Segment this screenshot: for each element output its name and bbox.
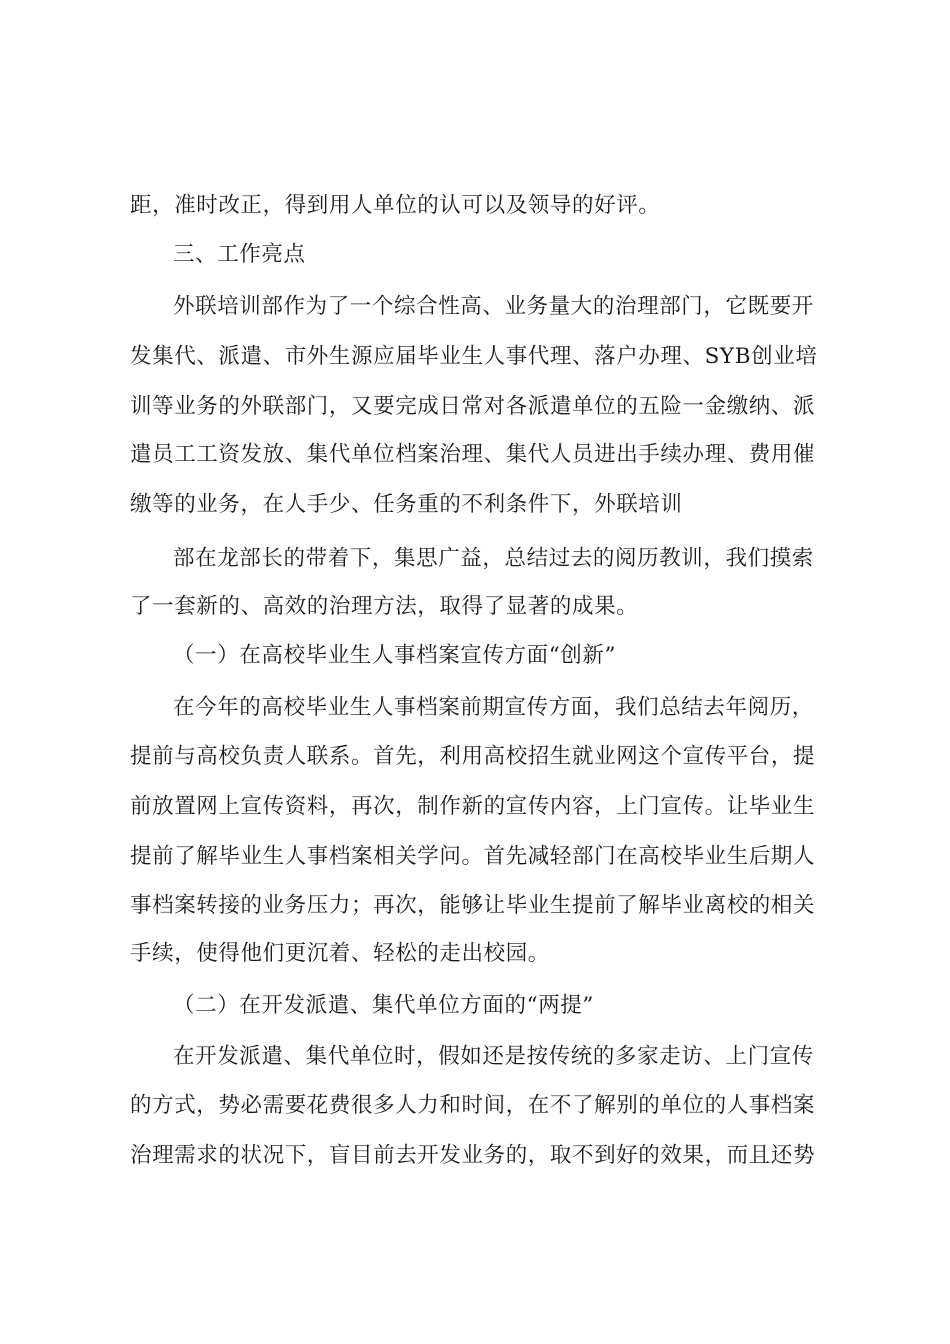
text-line: 外联培训部作为了一个综合性高、业务量大的治理部门，它既要开: [173, 294, 814, 319]
text-line: 在今年的高校毕业生人事档案前期宣传方面，我们总结去年阅历，: [173, 695, 814, 720]
subsection-heading: （一）在高校毕业生人事档案宣传方面“创新”: [173, 643, 617, 668]
subsection-heading: （二）在开发派遣、集代单位方面的“两提”: [173, 993, 594, 1018]
text-line: 提前了解毕业生人事档案相关学问。首先减轻部门在高校毕业生后期人: [130, 844, 816, 869]
text-line: 的方式，势必需要花费很多人力和时间，在不了解别的单位的人事档案: [130, 1093, 816, 1118]
text-line: 提前与高校负责人联系。首先，利用高校招生就业网这个宣传平台，提: [130, 744, 816, 769]
text-line: 了一套新的、高效的治理方法，取得了显著的成果。: [130, 594, 639, 619]
section-heading: 三、工作亮点: [173, 242, 306, 267]
text-line: 治理需求的状况下，盲目前去开发业务的，取不到好的效果，而且还势: [130, 1143, 816, 1168]
text-line: 训等业务的外联部门，又要完成日常对各派遣单位的五险一金缴纳、派: [130, 394, 816, 419]
text-line: 缴等的业务，在人手少、任务重的不利条件下，外联培训: [130, 492, 683, 517]
text-line: 事档案转接的业务压力；再次，能够让毕业生提前了解毕业离校的相关: [130, 893, 816, 918]
text-line: 手续，使得他们更沉着、轻松的走出校园。: [130, 941, 550, 966]
text-line: 遣员工工资发放、集代单位档案治理、集代人员进出手续办理、费用催: [130, 442, 816, 467]
text-line: 在开发派遣、集代单位时，假如还是按传统的多家走访、上门宣传: [173, 1044, 814, 1069]
text-line: 部在龙部长的带着下，集思广益，总结过去的阅历教训，我们摸索: [173, 546, 814, 571]
text-line: 发集代、派遣、市外生源应届毕业生人事代理、落户办理、SYB创业培: [130, 344, 818, 369]
text-line: 前放置网上宣传资料，再次，制作新的宣传内容，上门宣传。让毕业生: [130, 794, 816, 819]
text-line: 距，准时改正，得到用人单位的认可以及领导的好评。: [130, 193, 661, 218]
